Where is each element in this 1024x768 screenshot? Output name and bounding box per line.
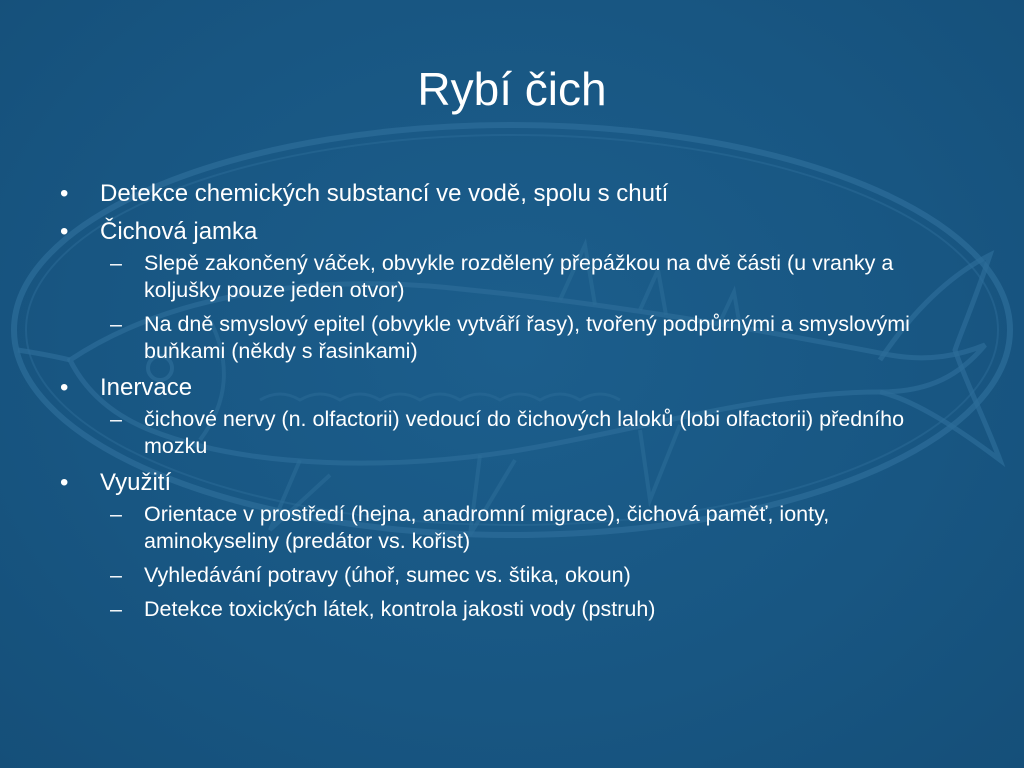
sub-bullet-text: Na dně smyslový epitel (obvykle vytváří řasy), tvořený podpůrnými a smyslovými buňkami (někdy s řasinkami)	[144, 312, 910, 363]
sub-bullet-item	[98, 250, 958, 304]
sub-bullet-text: Orientace v prostředí (hejna, anadromní migrace), čichová paměť, ionty, aminokyseliny (predátor vs. kořist)	[144, 502, 830, 553]
bullet-text: Čichová jamka	[100, 218, 258, 245]
sub-bullet-item	[98, 562, 958, 589]
sub-bullet-list	[100, 406, 958, 460]
bullet-item	[58, 467, 958, 623]
sub-bullet-item	[98, 311, 958, 365]
bullet-item	[58, 216, 958, 365]
bullet-icon: •	[60, 469, 69, 496]
bullet-text: Detekce chemických substancí ve vodě, spolu s chutí	[100, 180, 669, 207]
sub-bullet-list	[100, 250, 958, 365]
sub-bullet-item	[98, 406, 958, 460]
bullet-icon: •	[60, 218, 69, 245]
slide-title: Rybí čich	[417, 63, 607, 115]
bullet-item	[58, 372, 958, 460]
dash-icon: –	[110, 597, 122, 621]
bullet-icon: •	[60, 374, 69, 401]
sub-bullet-text: Vyhledávání potravy (úhoř, sumec vs. štika, okoun)	[144, 563, 631, 587]
dash-icon: –	[110, 312, 122, 336]
bullet-text: Využití	[100, 469, 172, 496]
bullet-list-container	[58, 178, 958, 630]
bullet-text: Inervace	[100, 374, 193, 401]
dash-icon: –	[110, 563, 122, 587]
sub-bullet-item	[98, 596, 958, 623]
sub-bullet-list	[100, 501, 958, 623]
sub-bullet-text: Slepě zakončený váček, obvykle rozdělený přepážkou na dvě části (u vranky a koljušky pouze jeden otvor)	[144, 251, 894, 302]
sub-bullet-text: čichové nervy (n. olfactorii) vedoucí do čichových laloků (lobi olfactorii) předního mozku	[144, 407, 905, 458]
dash-icon: –	[110, 251, 122, 275]
dash-icon: –	[110, 407, 122, 431]
bullet-icon: •	[60, 180, 69, 207]
bullet-item	[58, 178, 958, 210]
sub-bullet-text: Detekce toxických látek, kontrola jakosti vody (pstruh)	[144, 597, 656, 621]
bullet-list	[58, 178, 958, 623]
sub-bullet-item	[98, 501, 958, 555]
dash-icon: –	[110, 502, 122, 526]
